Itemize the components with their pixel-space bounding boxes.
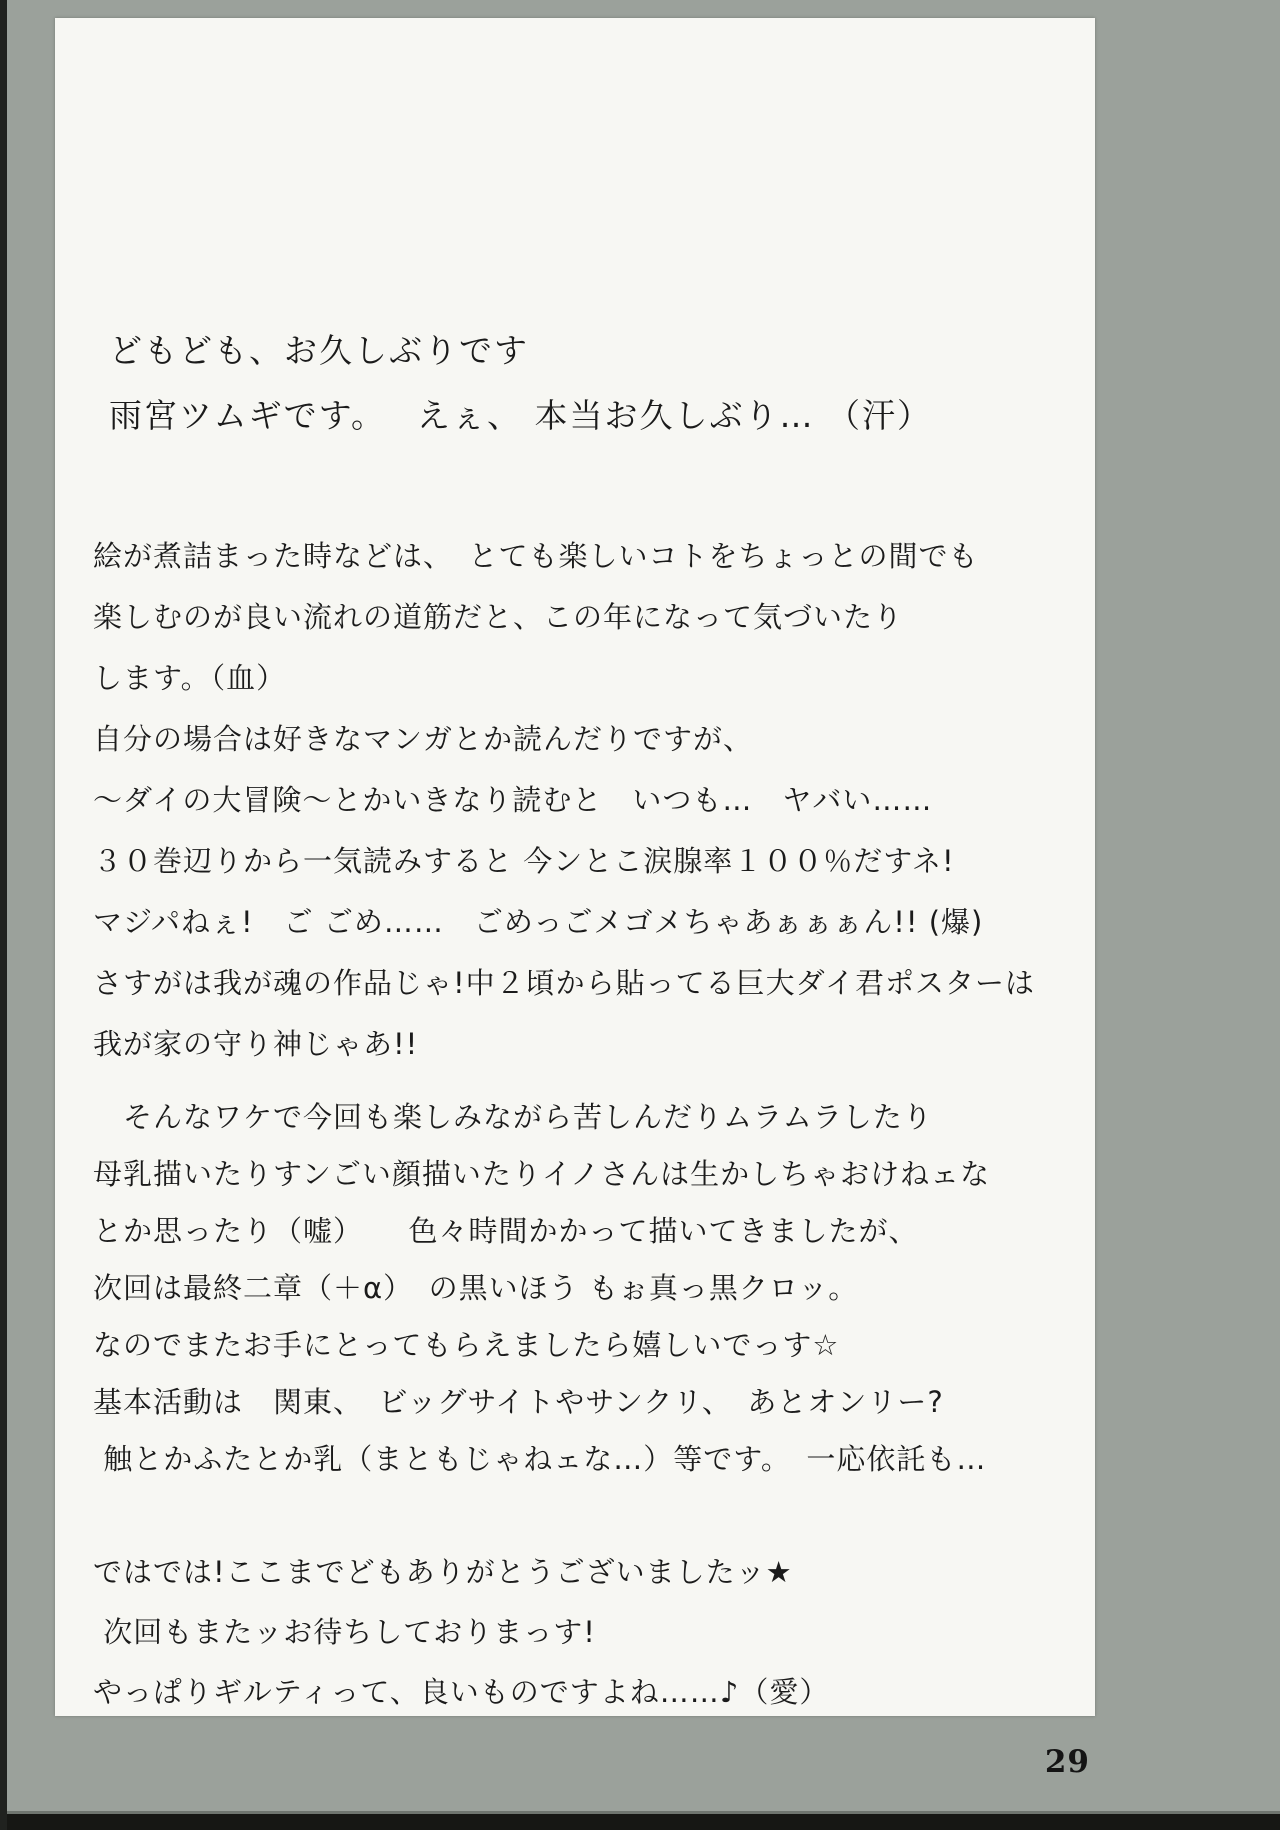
text-line: 次回もまたッお待ちしておりまっす! [93,1615,596,1649]
text-line: 触とかふたとか乳（まともじゃねェな…）等です。 一応依託も… [93,1442,987,1476]
text-line: さすがは我が魂の作品じゃ!中２頃から貼ってる巨大ダイ君ポスターは [93,966,1036,1000]
paragraph-next-work [93,1089,1065,1488]
text-line: 基本活動は 関東、 ビッグサイトやサンクリ、 あとオンリー? [93,1385,944,1419]
paragraph-closing [93,1542,1065,1722]
text-line: ～ダイの大冒険～とかいきなり読むと いつも… ヤバい…… [93,783,933,817]
text-line: 楽しむのが良い流れの道筋だと、この年になって気づいたり [93,600,904,634]
scanner-edge-left [0,0,7,1830]
text-line: 母乳描いたりすンごい顔描いたりイノさんは生かしちゃおけねェな [93,1157,991,1191]
paper-sheet [55,18,1095,1716]
text-line: とか思ったり（嘘） 色々時間かかって描いてきましたが、 [93,1214,919,1248]
text-line: します。（血） [93,661,287,695]
text-line: やっぱりギルティって、良いものですよね……♪（愛） [93,1675,830,1709]
text-line: 雨宮ツムギです。 えぇ、 本当お久しぶり… （汗） [109,396,932,435]
text-line: どもども、お久しぶりです [109,331,529,370]
scanner-edge-bottom [0,1814,1280,1830]
greeting-block [93,318,1065,448]
text-line: マジパねぇ! ご ごめ…… ごめっごメゴメちゃあぁぁぁん!! (爆) [93,905,984,939]
text-line: 自分の場合は好きなマンガとか読んだりですが、 [93,722,754,756]
text-line: 次回は最終二章（＋α） の黒いほう もぉ真っ黒クロッ。 [93,1271,859,1305]
text-line: 絵が煮詰まった時などは、 とても楽しいコトをちょっとの間でも [93,539,979,573]
text-line: なのでまたお手にとってもらえましたら嬉しいでっす☆ [93,1328,840,1362]
text-line: ３０巻辺りから一気読みすると 今ンとこ涙腺率１００％だすネ! [93,844,955,878]
text-line: 我が家の守り神じゃあ!! [93,1027,419,1061]
text-line: ではでは!ここまでどもありがとうございましたッ★ [93,1555,793,1589]
paragraph-manga-story [93,526,1065,1075]
page-number: 29 [1044,1744,1090,1780]
text-line: そんなワケで今回も楽しみながら苦しんだりムラムラしたり [93,1100,933,1134]
